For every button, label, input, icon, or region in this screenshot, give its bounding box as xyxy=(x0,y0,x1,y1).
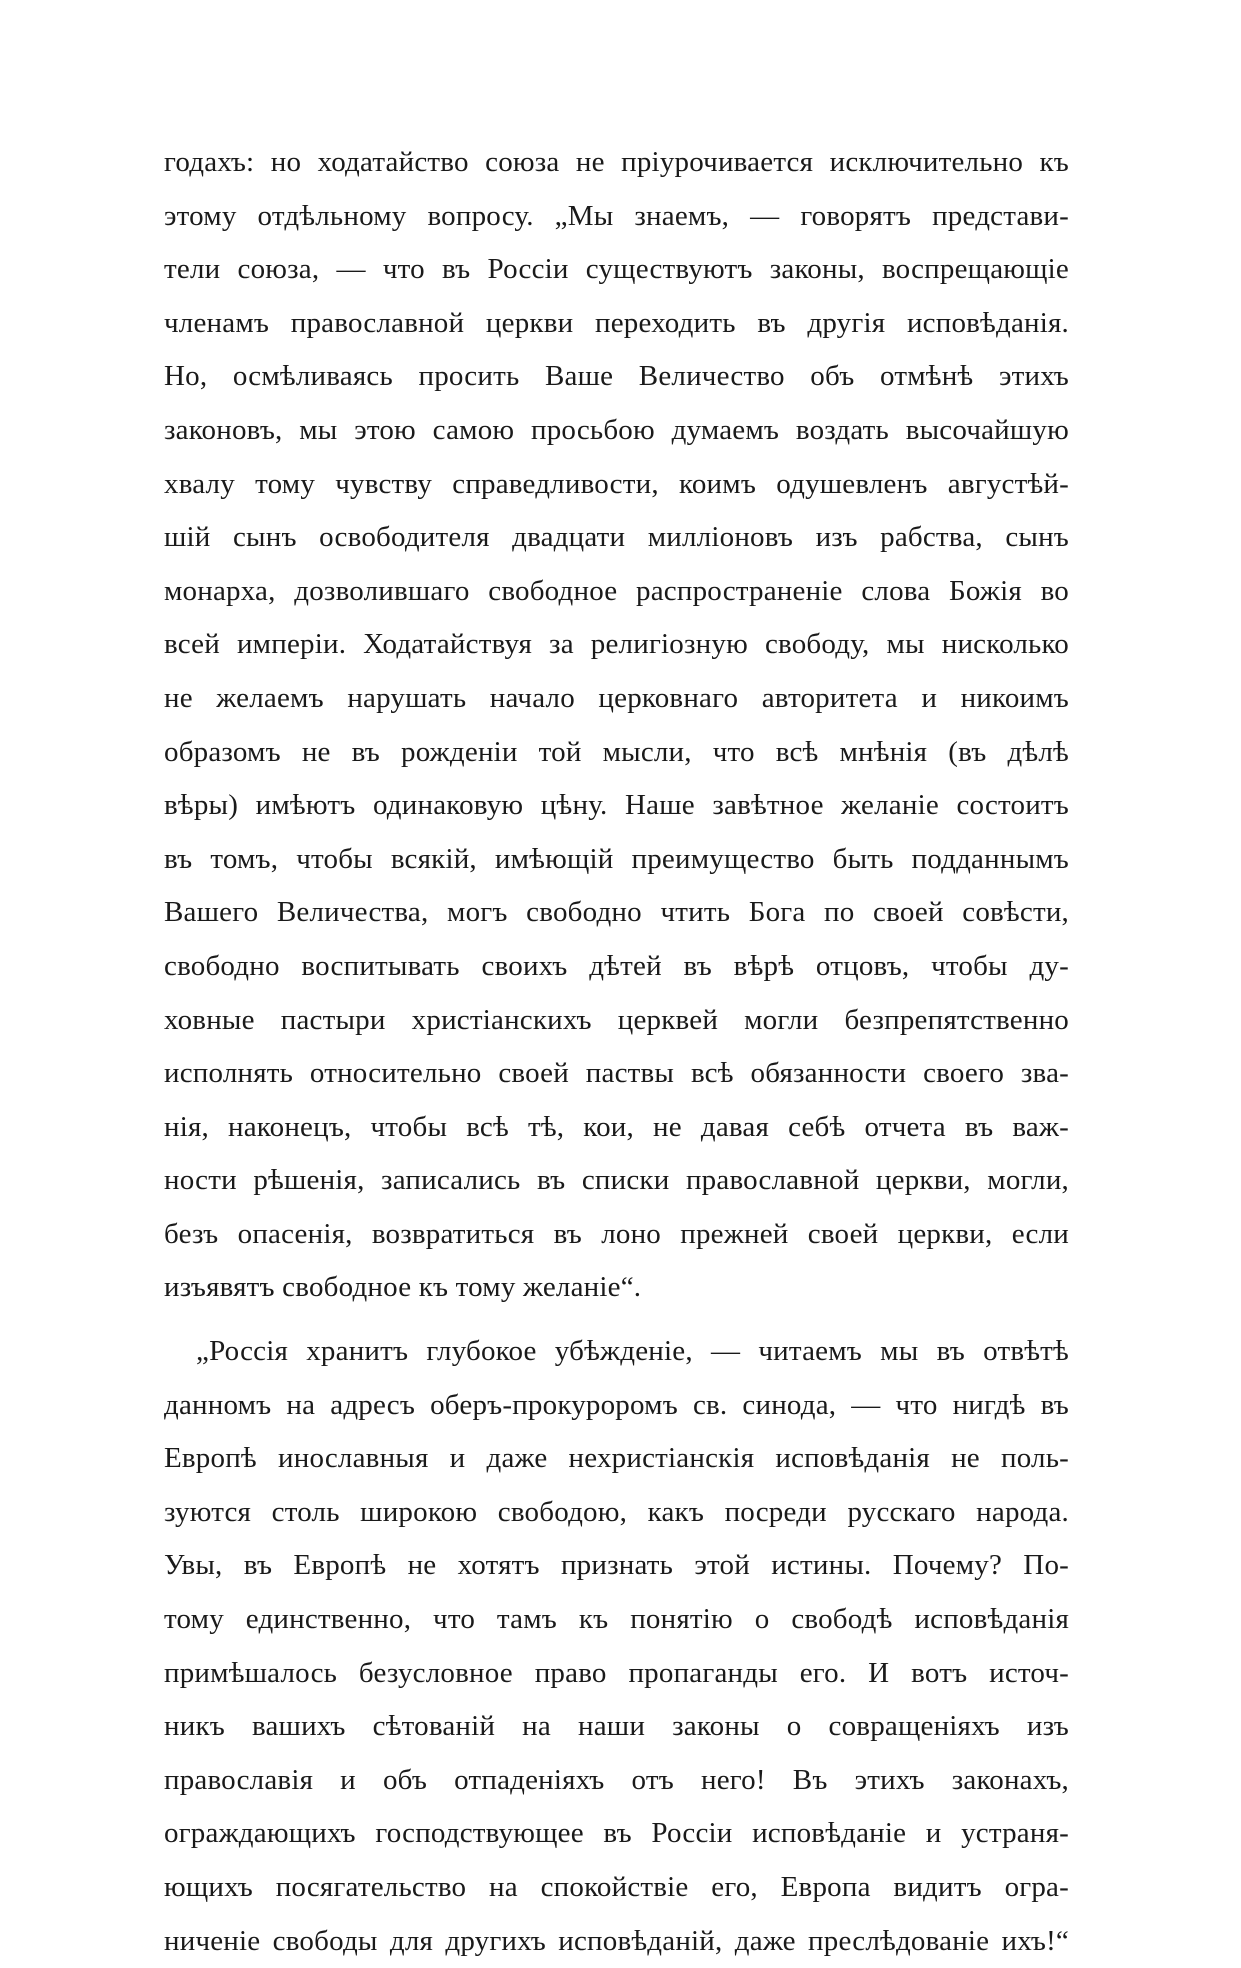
text-line: примѣшалось безусловное право пропаганды его. И вотъ источ- xyxy=(164,1656,1069,1689)
text-line: не желаемъ нарушать начало церковнаго авторитета и никоимъ xyxy=(164,681,1069,714)
text-line: въ томъ, чтобы всякій, имѣющій преимущество быть подданнымъ xyxy=(164,842,1069,875)
text-line: ховные пастыри христіанскихъ церквей могли безпрепятственно xyxy=(164,1003,1069,1036)
text-line: данномъ на адресъ оберъ-прокуроромъ св. синода, — что нигдѣ въ xyxy=(164,1388,1069,1421)
text-line: хвалу тому чувству справедливости, коимъ одушевленъ августѣй- xyxy=(164,467,1069,500)
text-line: безъ опасенія, возвратиться въ лоно прежней своей церкви, если xyxy=(164,1217,1069,1250)
text-column xyxy=(164,136,1069,1968)
text-line: свободно воспитывать своихъ дѣтей въ вѣрѣ отцовъ, чтобы ду- xyxy=(164,949,1069,982)
text-line: этому отдѣльному вопросу. „Мы знаемъ, — говорятъ представи- xyxy=(164,199,1069,232)
text-line: Европѣ инославныя и даже нехристіанскія исповѣданія не поль- xyxy=(164,1442,1069,1475)
text-line: Вашего Величества, могъ свободно чтить Бога по своей совѣсти, xyxy=(164,896,1069,929)
paragraph-2 xyxy=(164,1325,1069,1968)
text-line: образомъ не въ рожденіи той мысли, что всѣ мнѣнія (въ дѣлѣ xyxy=(164,735,1069,768)
text-line: Увы, въ Европѣ не хотятъ признать этой истины. Почему? По- xyxy=(164,1549,1069,1582)
text-line: монарха, дозволившаго свободное распространеніе слова Божія во xyxy=(164,574,1069,607)
text-line: тели союза, — что въ Россіи существуютъ законы, воспрещающіе xyxy=(164,253,1069,286)
text-line: Но, осмѣливаясь просить Ваше Величество объ отмѣнѣ этихъ xyxy=(164,360,1069,393)
text-line: ющихъ посягательство на спокойствіе его, Европа видитъ огра- xyxy=(164,1871,1069,1903)
text-line: шій сынъ освободителя двадцати милліоновъ изъ рабства, сынъ xyxy=(164,521,1069,554)
text-line: законовъ, мы этою самою просьбою думаемъ воздать высочайшую xyxy=(164,413,1069,446)
text-line: исполнять относительно своей паствы всѣ обязанности своего зва- xyxy=(164,1057,1069,1090)
text-line: изъявятъ свободное къ тому желаніе“. xyxy=(164,1271,642,1304)
text-line: ограждающихъ господствующее въ Россіи исповѣданіе и устраня- xyxy=(164,1817,1069,1850)
text-line: „Россія хранитъ глубокое убѣжденіе, — читаемъ мы въ отвѣтѣ xyxy=(196,1335,1069,1368)
text-line: членамъ православной церкви переходить въ другія исповѣданія. xyxy=(164,306,1069,339)
paragraph-separator xyxy=(164,1315,1069,1325)
text-line: ности рѣшенія, записались въ списки православной церкви, могли, xyxy=(164,1164,1069,1197)
text-line: тому единственно, что тамъ къ понятію о свободѣ исповѣданія xyxy=(164,1603,1069,1636)
paragraph-1 xyxy=(164,136,1069,1315)
text-line: вѣры) имѣютъ одинаковую цѣну. Наше завѣтное желаніе состоитъ xyxy=(164,789,1069,822)
text-line: никъ вашихъ сѣтованій на наши законы о совращеніяхъ изъ xyxy=(164,1710,1069,1743)
text-line: годахъ: но ходатайство союза не пріурочивается исключительно къ xyxy=(164,146,1069,178)
text-line: зуются столь широкою свободою, какъ посреди русскаго народа. xyxy=(164,1495,1069,1528)
text-line: всей имперіи. Ходатайствуя за религіозную свободу, мы нисколько xyxy=(164,628,1069,661)
text-line: ниченіе свободы для другихъ исповѣданій, даже преслѣдованіе ихъ!“ xyxy=(164,1924,1069,1957)
text-line: нія, наконецъ, чтобы всѣ тѣ, кои, не давая себѣ отчета въ важ- xyxy=(164,1110,1069,1143)
text-line: православія и объ отпаденіяхъ отъ него! Въ этихъ законахъ, xyxy=(164,1763,1069,1796)
